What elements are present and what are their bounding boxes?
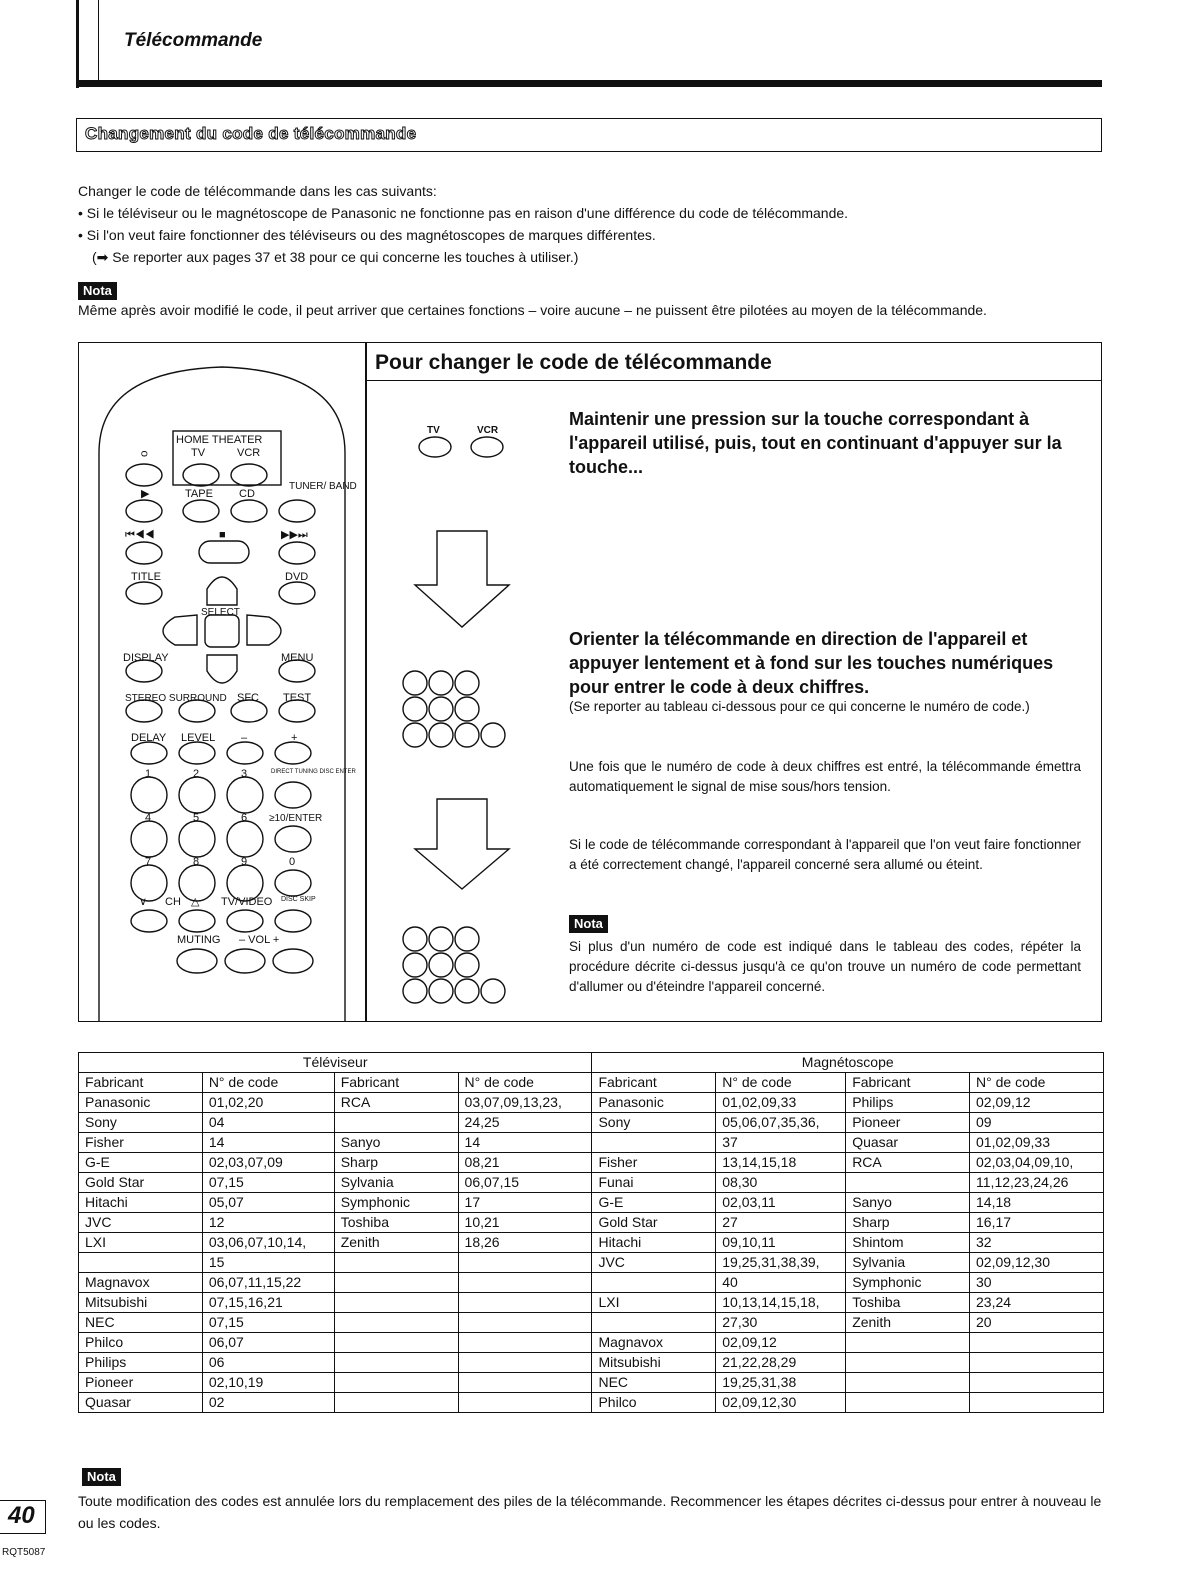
step1-text: Maintenir une pression sur la touche correspondant à l'appareil utilisé, puis, tout en continuant d'appuyer sur la touche...	[569, 409, 1062, 477]
table-cell: LXI	[79, 1233, 203, 1253]
nota-text: Toute modification des codes est annulée lors du remplacement des piles de la télécommande. Recommencer les étapes décrites ci-dessus pour entrer à nouveau le ou les codes.	[78, 1493, 1102, 1531]
nota-badge: Nota	[82, 1468, 121, 1486]
remote-label-home-theater: HOME THEATER	[176, 434, 263, 446]
table-cell: Gold Star	[79, 1173, 203, 1193]
table-cell	[334, 1333, 458, 1353]
remote-digit-4: 4	[145, 812, 152, 824]
procedure-panel	[78, 342, 1102, 1022]
document-code: RQT5087	[2, 1547, 46, 1558]
table-cell: 10,21	[458, 1213, 592, 1233]
nota-text: Même après avoir modifié le code, il peut arriver que certaines fonctions – voire aucune – ne puissent être pilotées au moyen de la télécommande.	[78, 302, 987, 318]
table-cell	[458, 1373, 592, 1393]
table-cell: 07,15	[202, 1313, 334, 1333]
remote-label-menu: MENU	[281, 652, 314, 664]
table-cell: Philco	[592, 1393, 716, 1413]
table-row	[79, 1113, 1104, 1133]
table-cell: Quasar	[79, 1393, 203, 1413]
left-margin-bar	[76, 0, 79, 88]
table-cell: LXI	[592, 1293, 716, 1313]
table-cell: Shintom	[846, 1233, 970, 1253]
col-header: N° de code	[970, 1073, 1104, 1093]
table-cell: Philips	[79, 1353, 203, 1373]
table-cell: G-E	[79, 1153, 203, 1173]
table-cell: RCA	[846, 1153, 970, 1173]
table-cell	[334, 1353, 458, 1373]
table-cell: 04	[202, 1113, 334, 1133]
table-cell: Panasonic	[592, 1093, 716, 1113]
section-title: Changement du code de télécommande	[85, 124, 417, 143]
table-cell: Sylvania	[846, 1253, 970, 1273]
table-cell: Mitsubishi	[592, 1353, 716, 1373]
table-cell: 11,12,23,24,26	[970, 1173, 1104, 1193]
step-illustrations	[79, 343, 559, 1021]
col-header: Fabricant	[592, 1073, 716, 1093]
nota-badge: Nota	[78, 282, 117, 300]
table-cell: Magnavox	[79, 1273, 203, 1293]
table-cell	[458, 1333, 592, 1353]
table-cell: 14	[458, 1133, 592, 1153]
table-cell: 05,07	[202, 1193, 334, 1213]
remote-digit-7: 7	[145, 856, 152, 868]
remote-digit-2: 2	[193, 768, 200, 780]
table-cell	[846, 1353, 970, 1373]
table-cell: Magnavox	[592, 1333, 716, 1353]
header-rule	[76, 80, 1102, 87]
table-cell	[458, 1253, 592, 1273]
col-header: N° de code	[202, 1073, 334, 1093]
table-cell: 30	[970, 1273, 1104, 1293]
table-cell: 02,10,19	[202, 1373, 334, 1393]
table-cell	[334, 1293, 458, 1313]
table-cell: Philips	[846, 1093, 970, 1113]
remote-label-display: DISPLAY	[123, 652, 169, 664]
table-cell: 27,30	[716, 1313, 846, 1333]
svg-text:▶: ▶	[141, 488, 150, 500]
remote-label-level: LEVEL	[181, 732, 216, 744]
table-cell: 06,07,15	[458, 1173, 592, 1193]
remote-label-tv-video: TV/VIDEO	[221, 896, 273, 908]
col-header: Fabricant	[846, 1073, 970, 1093]
table-cell: Gold Star	[592, 1213, 716, 1233]
col-header: Fabricant	[79, 1073, 203, 1093]
remote-digit-6: 6	[241, 812, 248, 824]
remote-label-test: TEST	[283, 692, 312, 704]
nota-text: Si plus d'un numéro de code est indiqué dans le tableau des codes, répéter la procédure décrite ci-dessus jusqu'à ce qu'on trouve un numéro de code permettant d'allumer ou d'éteindre l'appareil concerné.	[569, 939, 1081, 994]
table-cell: 14	[202, 1133, 334, 1153]
col-header: N° de code	[716, 1073, 846, 1093]
svg-text:ᴑ: ᴑ	[141, 448, 148, 460]
table-cell: 40	[716, 1273, 846, 1293]
table-row	[79, 1133, 1104, 1153]
table-cell: Sharp	[334, 1153, 458, 1173]
intro-block	[78, 180, 1102, 268]
table-cell: JVC	[79, 1213, 203, 1233]
intro-lead: Changer le code de télécommande dans les cas suivants:	[78, 183, 437, 199]
page-number: 40	[8, 1502, 35, 1529]
table-cell: 09	[970, 1113, 1104, 1133]
remote-digit-9: 9	[241, 856, 248, 868]
table-cell	[970, 1333, 1104, 1353]
table-cell: 06,07	[202, 1333, 334, 1353]
table-cell: 08,30	[716, 1173, 846, 1193]
table-cell	[846, 1373, 970, 1393]
table-cell: 08,21	[458, 1153, 592, 1173]
remote-label-stereo-surround: STEREO SURROUND	[125, 693, 227, 704]
table-group-header	[79, 1053, 1104, 1073]
table-cell: 06,07,11,15,22	[202, 1273, 334, 1293]
intro-bullet: • Si le téléviseur ou le magnétoscope de Panasonic ne fonctionne pas en raison d'une différence du code de télécommande.	[78, 205, 849, 221]
table-cell: Hitachi	[79, 1193, 203, 1213]
table-cell: 24,25	[458, 1113, 592, 1133]
table-cell: Sharp	[846, 1213, 970, 1233]
table-cell: 02,03,07,09	[202, 1153, 334, 1173]
table-cell: Sylvania	[334, 1173, 458, 1193]
table-cell: NEC	[592, 1373, 716, 1393]
step2-note: (Se reporter au tableau ci-dessous pour ce qui concerne le numéro de code.)	[569, 699, 1030, 714]
table-cell	[458, 1293, 592, 1313]
table-cell: 19,25,31,38,39,	[716, 1253, 846, 1273]
remote-label-tv: TV	[191, 447, 206, 459]
remote-label-tape: TAPE	[185, 488, 213, 500]
table-cell	[334, 1273, 458, 1293]
table-cell: Quasar	[846, 1133, 970, 1153]
col-header: Fabricant	[334, 1073, 458, 1093]
table-row	[79, 1153, 1104, 1173]
remote-label-muting: MUTING	[177, 934, 221, 946]
nota-badge: Nota	[569, 915, 608, 933]
remote-label-vcr: VCR	[237, 447, 261, 459]
table-cell: 21,22,28,29	[716, 1353, 846, 1373]
table-cell: 05,06,07,35,36,	[716, 1113, 846, 1133]
info-paragraph: Une fois que le numéro de code à deux chiffres est entré, la télécommande émettra automatiquement le signal de mise sous/hors tension.	[569, 759, 1081, 794]
remote-digit-8: 8	[193, 856, 200, 868]
svg-text:⏮◀◀: ⏮◀◀	[125, 529, 155, 541]
remote-label-cd: CD	[239, 488, 255, 500]
table-cell: 15	[202, 1253, 334, 1273]
table-cell: 01,02,20	[202, 1093, 334, 1113]
remote-digit-5: 5	[193, 812, 200, 824]
table-cell: 20	[970, 1313, 1104, 1333]
info-paragraph: Si le code de télécommande correspondant à l'appareil que l'on veut faire fonctionner a été correctement changé, l'appareil concerné sera allumé ou éteint.	[569, 837, 1081, 872]
table-row	[79, 1213, 1104, 1233]
table-cell	[334, 1253, 458, 1273]
table-cell: 02,09,12	[716, 1333, 846, 1353]
table-cell: JVC	[592, 1253, 716, 1273]
table-cell: Sanyo	[846, 1193, 970, 1213]
remote-label-ch: CH	[165, 896, 181, 908]
table-cell: 02	[202, 1393, 334, 1413]
table-cell: 16,17	[970, 1213, 1104, 1233]
table-cell: 03,06,07,10,14,	[202, 1233, 334, 1253]
table-cell: 06	[202, 1353, 334, 1373]
table-cell: 23,24	[970, 1293, 1104, 1313]
key-label-vcr: VCR	[477, 425, 499, 436]
remote-label-enter: ≥10/ENTER	[269, 813, 323, 824]
page-header-title: Télécommande	[124, 30, 263, 51]
table-cell: 07,15,16,21	[202, 1293, 334, 1313]
remote-label-direct-tuning: DIRECT TUNING DISC ENTER	[271, 769, 356, 775]
svg-text:■: ■	[219, 529, 226, 541]
table-row	[79, 1293, 1104, 1313]
table-cell: 07,15	[202, 1173, 334, 1193]
table-cell: Symphonic	[334, 1193, 458, 1213]
table-cell: 02,09,12,30	[716, 1393, 846, 1413]
table-row	[79, 1353, 1104, 1373]
table-cell: 01,02,09,33	[716, 1093, 846, 1113]
table-cell	[970, 1353, 1104, 1373]
table-cell	[334, 1373, 458, 1393]
remote-label-minus: –	[241, 732, 248, 744]
table-cell: G-E	[592, 1193, 716, 1213]
table-row	[79, 1253, 1104, 1273]
table-cell: Philco	[79, 1333, 203, 1353]
code-table	[78, 1052, 1104, 1413]
table-cell: 02,09,12	[970, 1093, 1104, 1113]
remote-digit-3: 3	[241, 768, 248, 780]
table-cell: 12	[202, 1213, 334, 1233]
table-cell	[458, 1393, 592, 1413]
table-cell: Symphonic	[846, 1273, 970, 1293]
table-cell: 37	[716, 1133, 846, 1153]
table-cell: Mitsubishi	[79, 1293, 203, 1313]
table-cell	[970, 1373, 1104, 1393]
remote-label-tuner-band: TUNER/ BAND	[289, 481, 357, 492]
remote-label-dvd: DVD	[285, 571, 309, 583]
table-cell: Fisher	[592, 1153, 716, 1173]
table-row	[79, 1273, 1104, 1293]
table-cell	[846, 1333, 970, 1353]
intro-bullet: • Si l'on veut faire fonctionner des téléviseurs ou des magnétoscopes de marques différentes.	[78, 227, 656, 243]
table-row	[79, 1393, 1104, 1413]
table-cell: Panasonic	[79, 1093, 203, 1113]
table-cell: 02,03,11	[716, 1193, 846, 1213]
intro-reference: (➡ Se reporter aux pages 37 et 38 pour ce qui concerne les touches à utiliser.)	[92, 249, 579, 265]
table-cell	[334, 1113, 458, 1133]
svg-text:△: △	[191, 896, 200, 908]
left-margin-line	[98, 0, 99, 80]
table-cell: Sanyo	[334, 1133, 458, 1153]
remote-label-disc-skip: DISC SKIP	[281, 896, 316, 903]
table-cell: 10,13,14,15,18,	[716, 1293, 846, 1313]
section-heading-box	[76, 118, 1102, 152]
step2-text: Orienter la télécommande en direction de l'appareil et appuyer lentement et à fond sur les touches numériques pour entrer le code à deux chiffres.	[569, 629, 1054, 697]
table-cell: 32	[970, 1233, 1104, 1253]
table-row	[79, 1313, 1104, 1333]
table-row	[79, 1173, 1104, 1193]
col-header: N° de code	[458, 1073, 592, 1093]
svg-text:▶▶⏭: ▶▶⏭	[281, 529, 308, 541]
table-cell: 03,07,09,13,23,	[458, 1093, 592, 1113]
table-cell	[334, 1393, 458, 1413]
table-cell: 27	[716, 1213, 846, 1233]
table-cell	[592, 1273, 716, 1293]
table-column-header	[79, 1073, 1104, 1093]
table-cell	[458, 1273, 592, 1293]
remote-label-plus: +	[291, 732, 298, 744]
table-row	[79, 1373, 1104, 1393]
remote-label-sfc: SFC	[237, 692, 259, 704]
table-cell	[592, 1133, 716, 1153]
table-cell: Toshiba	[334, 1213, 458, 1233]
remote-label-select: SELECT	[201, 607, 240, 618]
remote-digit-1: 1	[145, 768, 152, 780]
table-cell: 01,02,09,33	[970, 1133, 1104, 1153]
table-cell: Zenith	[334, 1233, 458, 1253]
table-row	[79, 1193, 1104, 1213]
table-cell	[79, 1253, 203, 1273]
table-cell: Pioneer	[846, 1113, 970, 1133]
table-cell: 02,03,04,09,10,	[970, 1153, 1104, 1173]
table-cell: Sony	[592, 1113, 716, 1133]
table-row	[79, 1093, 1104, 1113]
table-cell: 17	[458, 1193, 592, 1213]
table-cell: 02,09,12,30	[970, 1253, 1104, 1273]
remote-label-title: TITLE	[131, 571, 161, 583]
table-cell	[458, 1313, 592, 1333]
table-cell	[592, 1313, 716, 1333]
table-cell: NEC	[79, 1313, 203, 1333]
table-cell: Fisher	[79, 1133, 203, 1153]
table-cell: Zenith	[846, 1313, 970, 1333]
table-cell: 09,10,11	[716, 1233, 846, 1253]
table-cell: Toshiba	[846, 1293, 970, 1313]
svg-text:∨: ∨	[139, 896, 148, 908]
table-cell	[458, 1353, 592, 1373]
table-cell: 18,26	[458, 1233, 592, 1253]
table-cell: 13,14,15,18	[716, 1153, 846, 1173]
table-cell: Sony	[79, 1113, 203, 1133]
table-cell: 14,18	[970, 1193, 1104, 1213]
table-cell: Funai	[592, 1173, 716, 1193]
table-cell: Hitachi	[592, 1233, 716, 1253]
table-cell	[846, 1173, 970, 1193]
table-cell	[970, 1393, 1104, 1413]
table-cell: Pioneer	[79, 1373, 203, 1393]
group-tv: Téléviseur	[79, 1053, 592, 1073]
remote-label-vol: – VOL +	[239, 934, 280, 946]
group-vcr: Magnétoscope	[592, 1053, 1104, 1073]
table-row	[79, 1333, 1104, 1353]
remote-label-delay: DELAY	[131, 732, 167, 744]
table-cell	[846, 1393, 970, 1413]
table-row	[79, 1233, 1104, 1253]
remote-digit-0: 0	[289, 856, 296, 868]
key-label-tv: TV	[427, 425, 440, 436]
table-cell: 19,25,31,38	[716, 1373, 846, 1393]
table-cell	[334, 1313, 458, 1333]
panel-title: Pour changer le code de télécommande	[375, 351, 772, 374]
table-cell: RCA	[334, 1093, 458, 1113]
